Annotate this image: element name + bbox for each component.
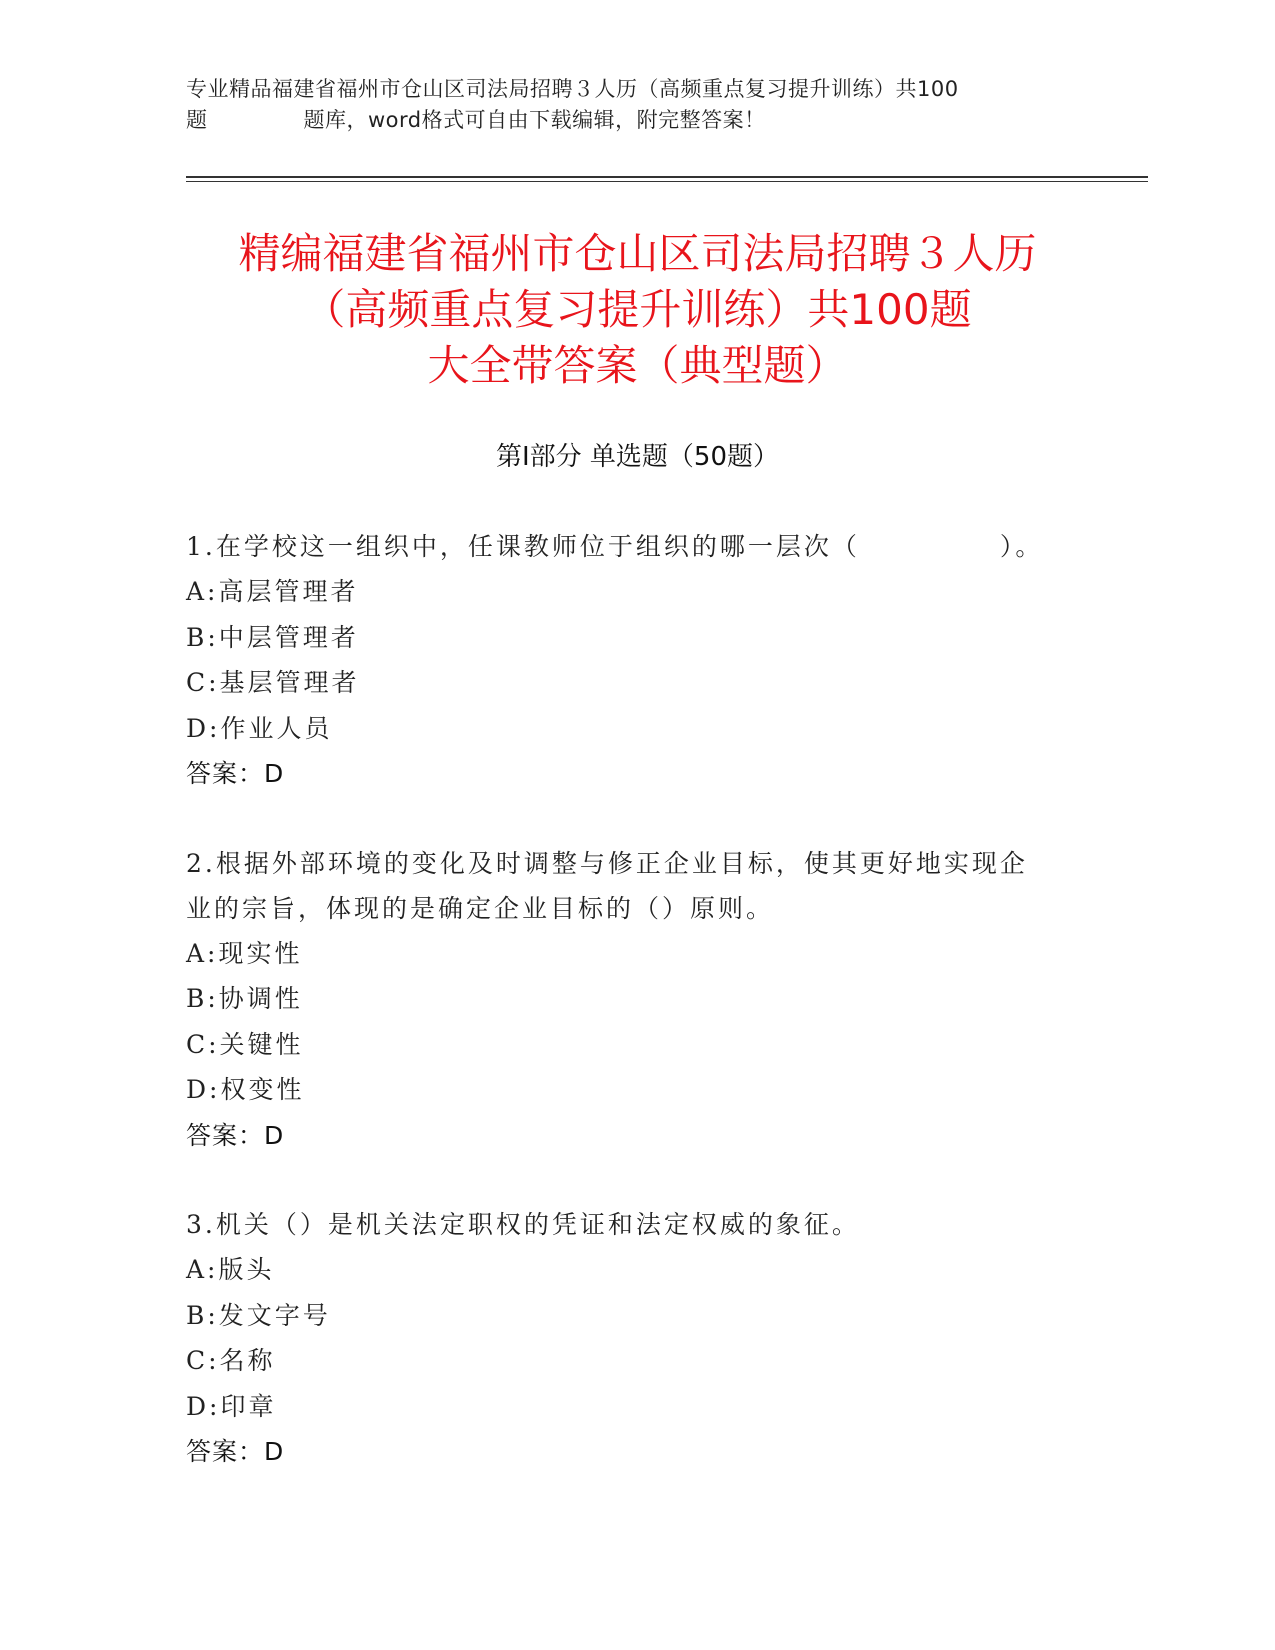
option-a: A:版头 xyxy=(186,1255,275,1284)
title-line-1: 精编福建省福州市仓山区司法局招聘３人历 xyxy=(238,229,1037,278)
option-c: C:名称 xyxy=(186,1346,276,1375)
option-d: D:印章 xyxy=(186,1391,277,1421)
option-d: D:作业人员 xyxy=(186,713,333,743)
header-rule-thin xyxy=(186,181,1148,182)
question-list xyxy=(186,524,1066,1519)
question-2 xyxy=(186,841,1066,1159)
title-line-2: （高频重点复习提升训练）共100题 xyxy=(303,285,972,334)
header-line-2-right: 题库，word格式可自由下载编辑，附完整答案！ xyxy=(303,108,766,132)
answer: 答案：D xyxy=(186,1437,285,1466)
header-line-2-left: 题 xyxy=(186,108,208,132)
question-stem: 1.在学校这一组织中，任课教师位于组织的哪一层次（ ）。 xyxy=(186,532,1044,561)
answer: 答案：D xyxy=(186,1120,285,1150)
question-1 xyxy=(186,524,1066,797)
option-b: B:协调性 xyxy=(186,984,303,1013)
document-title xyxy=(150,226,1125,394)
header-rule-thick xyxy=(186,176,1148,178)
option-a: A:高层管理者 xyxy=(186,577,359,606)
question-stem-continued: 业的宗旨，体现的是确定企业目标的（）原则。 xyxy=(186,893,775,923)
option-d: D:权变性 xyxy=(186,1075,305,1104)
question-3 xyxy=(186,1202,1066,1475)
header-line-1: 专业精品福建省福州市仓山区司法局招聘３人历（高频重点复习提升训练）共100 xyxy=(186,77,959,101)
option-c: C:关键性 xyxy=(186,1029,304,1059)
option-b: B:发文字号 xyxy=(186,1300,331,1330)
header-line-2 xyxy=(186,105,1086,136)
option-b: B:中层管理者 xyxy=(186,622,359,652)
option-c: C:基层管理者 xyxy=(186,668,360,697)
question-stem: 3.机关（）是机关法定职权的凭证和法定权威的象征。 xyxy=(186,1210,860,1239)
header-note xyxy=(186,74,1086,136)
option-a: A:现实性 xyxy=(186,938,303,968)
question-stem: 2.根据外部环境的变化及时调整与修正企业目标，使其更好地实现企 xyxy=(186,848,1028,878)
answer: 答案：D xyxy=(186,759,285,788)
header-spacer xyxy=(208,105,304,136)
section-heading: 第Ⅰ部分 单选题（50题） xyxy=(495,442,780,472)
title-line-3: 大全带答案（典型题） xyxy=(427,341,848,390)
